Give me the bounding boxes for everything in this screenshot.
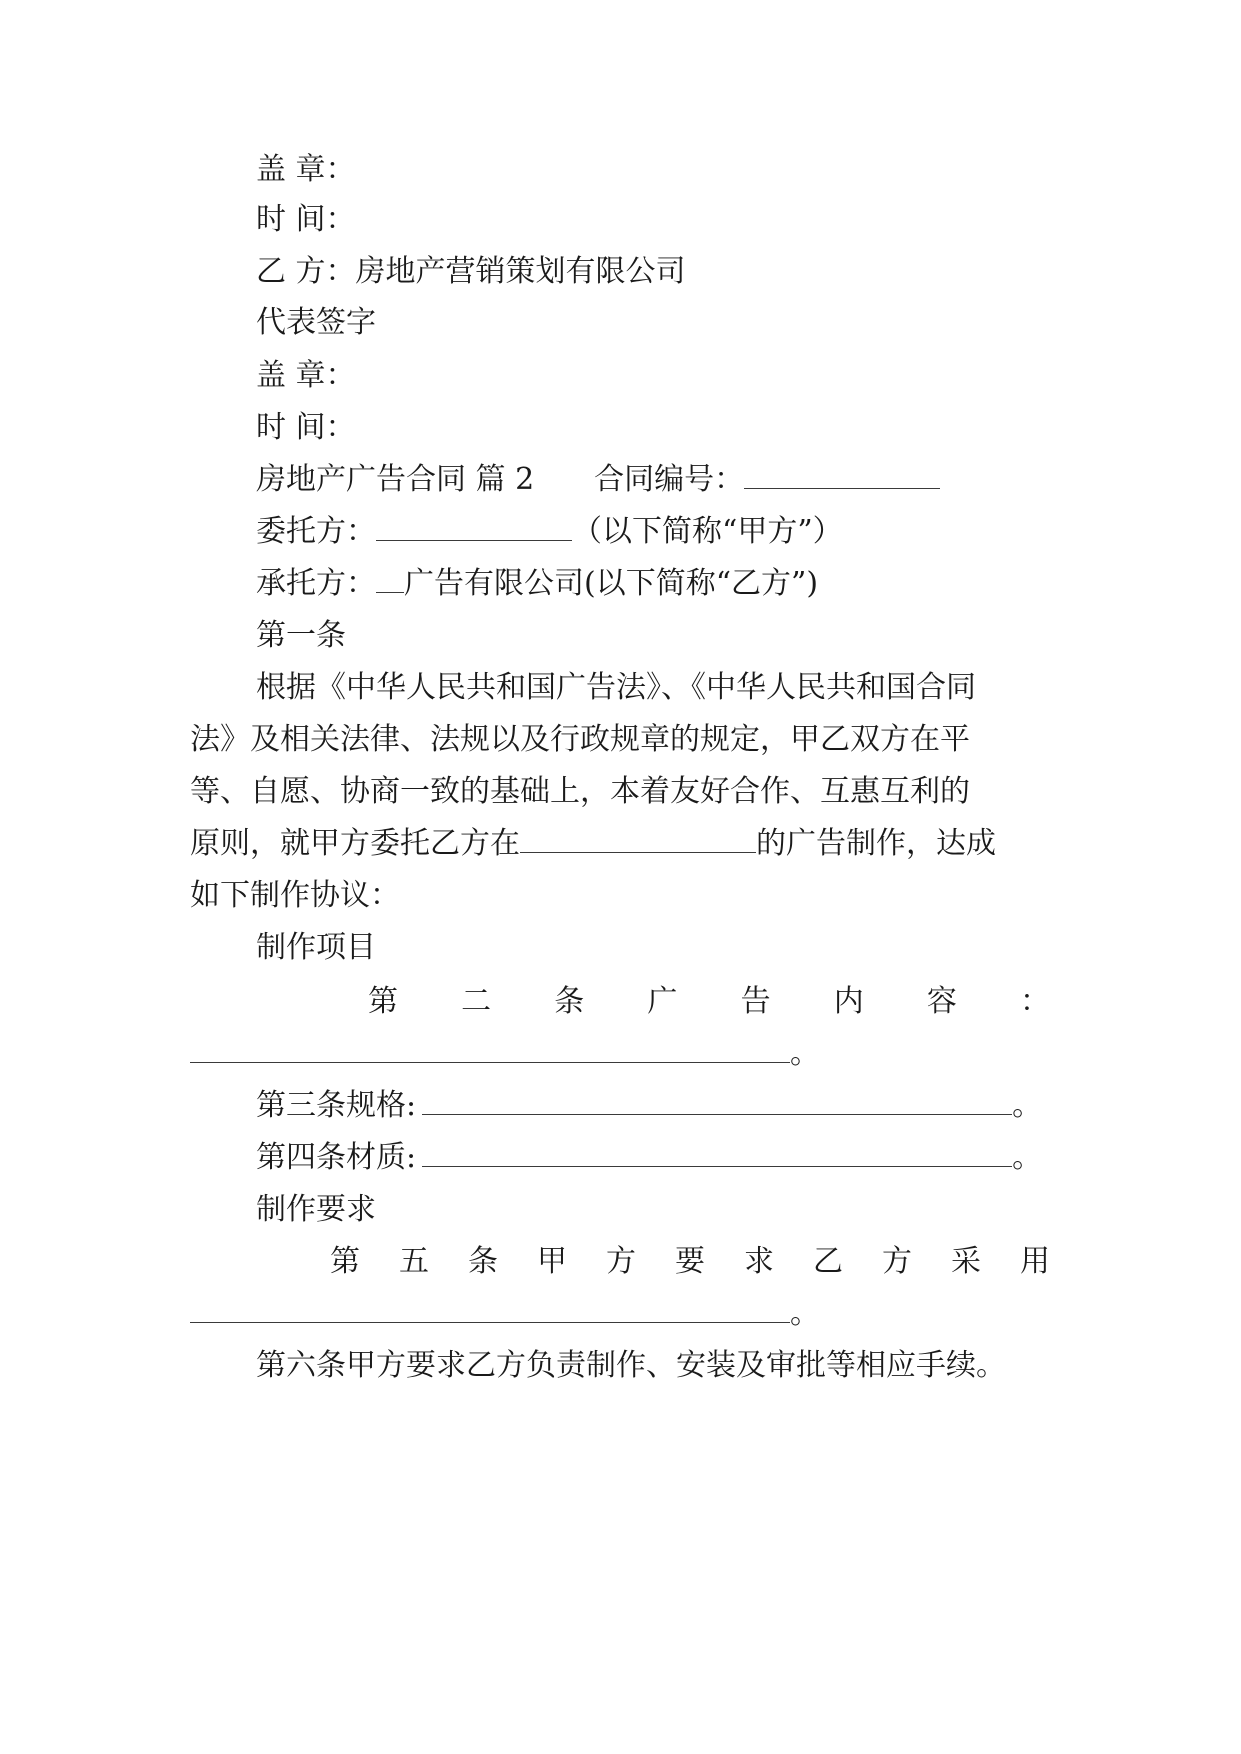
article-2-char: 第 [368, 984, 398, 1019]
article-2-char: 告 [740, 984, 771, 1019]
contract-number-blank [744, 462, 940, 489]
seal-line-2: 盖 章： [256, 358, 356, 393]
material-blank [422, 1140, 1012, 1167]
article-2-char: 内 [833, 984, 864, 1019]
article-2-char: 容 [926, 984, 957, 1019]
article-2-char: ： [1019, 984, 1050, 1019]
article-5-char: 方 [606, 1244, 636, 1279]
paragraph-1-line-5: 如下制作协议： [190, 878, 400, 913]
article-2-line [190, 982, 1050, 1022]
party-b-line: 乙 方：房地产营销策划有限公司 [256, 254, 686, 289]
article-5-char: 乙 [813, 1244, 843, 1279]
article-5-char: 方 [882, 1244, 912, 1279]
location-blank [520, 826, 756, 853]
article-5-char: 采 [951, 1244, 981, 1279]
article-6-line: 第六条甲方要求乙方负责制作、安装及审批等相应手续。 [256, 1348, 1006, 1383]
article-5-char: 用 [1020, 1244, 1050, 1279]
contractor-label: 承托方： [256, 566, 376, 601]
article-5-char: 要 [675, 1244, 705, 1279]
article-5-char: 甲 [537, 1244, 567, 1279]
contractor-suffix: 广告有限公司(以下简称“乙方”) [404, 566, 819, 601]
ad-content-blank [190, 1036, 790, 1063]
contract-title: 房地产广告合同 篇 2 [256, 462, 535, 497]
paragraph-1-line-4-end: 的广告制作，达成 [756, 826, 996, 861]
article-4-label: 第四条材质: [256, 1140, 417, 1175]
seal-line-1: 盖 章： [256, 152, 356, 187]
article-5-char: 条 [468, 1244, 498, 1279]
paragraph-1-line-4-start: 原则，就甲方委托乙方在 [190, 826, 520, 861]
period: 。 [790, 1296, 820, 1331]
section-production-requirements: 制作要求 [256, 1192, 376, 1227]
paragraph-1-line-1: 根据《中华人民共和国广告法》、《中华人民共和国合同 [256, 670, 976, 705]
time-line-1: 时 间： [256, 202, 356, 237]
article-3-line [190, 1086, 1116, 1126]
contract-title-line [190, 460, 1116, 500]
article-5-line [190, 1242, 1050, 1282]
section-production-items: 制作项目 [256, 930, 376, 965]
article-4-line [190, 1138, 1116, 1178]
representative-sign-line: 代表签字 [256, 305, 376, 340]
period: 。 [1012, 1088, 1043, 1123]
article-3-label: 第三条规格: [256, 1088, 417, 1123]
article-1-heading: 第一条 [256, 618, 346, 653]
specification-blank [422, 1088, 1012, 1115]
article-2-blank-line [190, 1034, 1050, 1074]
period: 。 [1012, 1140, 1043, 1175]
article-5-blank-line [190, 1294, 1050, 1334]
time-line-2: 时 间： [256, 410, 356, 445]
contract-number-label: 合同编号： [594, 462, 745, 497]
client-line [190, 512, 1116, 552]
article-5-char: 求 [744, 1244, 774, 1279]
client-blank [376, 514, 572, 541]
article-2-char: 条 [554, 984, 585, 1019]
article-5-char: 第 [330, 1244, 360, 1279]
contractor-blank [376, 566, 404, 593]
paragraph-1-line-4 [190, 824, 1050, 864]
client-suffix: （以下简称“甲方”） [572, 514, 843, 549]
article-5-char: 五 [399, 1244, 429, 1279]
paragraph-1-line-3: 等、自愿、协商一致的基础上，本着友好合作、互惠互利的 [190, 774, 970, 809]
contractor-line [190, 564, 1116, 604]
article-2-char: 二 [461, 984, 492, 1019]
client-label: 委托方： [256, 514, 376, 549]
period: 。 [790, 1036, 820, 1071]
article-2-char: 广 [647, 984, 678, 1019]
method-blank [190, 1296, 790, 1323]
paragraph-1-line-2: 法》及相关法律、法规以及行政规章的规定，甲乙双方在平 [190, 722, 970, 757]
